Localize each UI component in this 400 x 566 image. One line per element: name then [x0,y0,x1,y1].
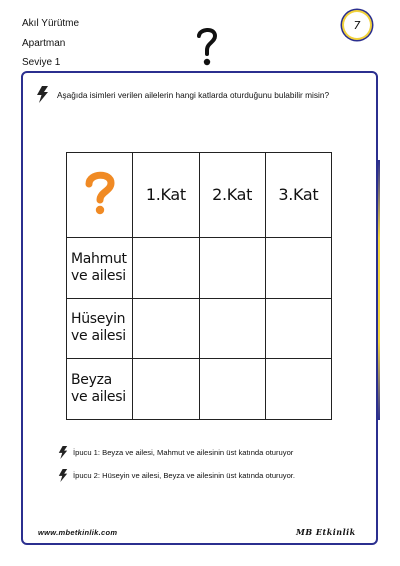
grid-cell[interactable] [265,298,331,359]
grid-header-row [67,153,332,238]
topic-label: Apartman [22,38,66,49]
grid-row-mahmut [67,237,332,298]
hint-1 [58,446,368,459]
grid-cell[interactable] [265,359,331,420]
row-suffix: ve ailesi [71,389,126,406]
row-name: Mahmut [71,250,127,267]
grid-row-huseyin [67,298,332,359]
row-name: Hüseyin [71,311,126,328]
grid-cell[interactable] [265,237,331,298]
lightning-bolt-icon [58,446,68,459]
lightning-bolt-icon [58,469,68,482]
footer-brand: MB Etkinlik [296,527,356,537]
footer-website: www.mbetkinlik.com [38,528,118,537]
grid-corner [67,153,133,238]
grid-row-beyza [67,359,332,420]
lightning-bolt-icon [36,86,49,103]
row-suffix: ve ailesi [71,328,126,345]
floor-grid [66,152,332,420]
grid-cell[interactable] [199,359,265,420]
row-header-huseyin [67,298,133,359]
page-number: 7 [353,18,361,32]
page-number-badge [344,12,370,38]
row-header-mahmut [67,237,133,298]
instruction-text: Aşağıda isimleri verilen ailelerin hangi katlarda oturduğunu bulabilir misin? [57,89,330,100]
level-label: Seviye 1 [22,57,61,68]
hint-2 [58,469,368,482]
instruction-row [36,86,370,103]
column-header-floor-2: 2.Kat [199,153,265,238]
grid-cell[interactable] [133,298,199,359]
row-name: Beyza [71,372,112,389]
question-mark-icon [196,26,218,68]
grid-cell[interactable] [133,359,199,420]
grid-cell[interactable] [133,237,199,298]
frame-accent [378,160,380,420]
row-header-beyza [67,359,133,420]
hint-2-text: İpucu 2: Hüseyin ve ailesi, Beyza ve ailesinin üst katında oturuyor. [73,471,296,480]
hint-1-text: İpucu 1: Beyza ve ailesi, Mahmut ve ailesinin üst katında oturuyor [73,448,294,457]
question-mark-icon [85,171,115,215]
row-suffix: ve ailesi [71,267,126,284]
grid-cell[interactable] [199,237,265,298]
column-header-floor-3: 3.Kat [265,153,331,238]
column-header-floor-1: 1.Kat [133,153,199,238]
grid-cell[interactable] [199,298,265,359]
subject-label: Akıl Yürütme [22,18,80,29]
